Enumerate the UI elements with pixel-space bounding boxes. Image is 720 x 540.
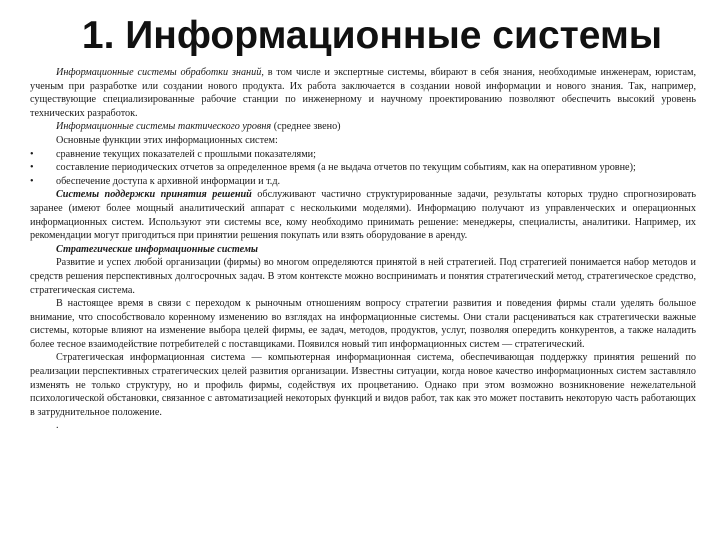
paragraph-strategic-is-definition: Стратегическая информационная система — компьютерная информационная система, обеспечивающая поддержку принятия решений по реализации перспективных стратегических целей развития организации. Известны ситуации, когда новое качество информационных систем заставляло изменять не только структуру, но и профиль фирмы, содействуя их процветанию. Однако при этом возможно возникновение нежелательной психологической обстановки, связанное с автоматизацией некоторых функций и видов работ, так как это может поставить некоторую часть работающих в затруднительное положение. — [30, 352, 696, 418]
paragraph-tactical-systems — [30, 120, 696, 134]
list-item — [30, 161, 696, 175]
paragraph-functions-intro: Основные функции этих информационных систем: — [56, 134, 278, 146]
list-item — [30, 148, 696, 162]
term-knowledge-systems: Информационные системы обработки знаний — [56, 67, 262, 78]
paragraph-text: (среднее звено) — [271, 121, 341, 133]
paragraph-decision-support — [30, 188, 696, 242]
bullet-icon: • — [30, 148, 34, 160]
list-item-text: составление периодических отчетов за определенное время (а не выдача отчетов по текущим событиям, как на оперативном уровне); — [56, 162, 636, 174]
trailing-dot: . — [56, 420, 59, 432]
bullet-icon: • — [30, 162, 34, 174]
list-item-text: сравнение текущих показателей с прошлыми показателями; — [56, 148, 316, 160]
bullet-icon: • — [30, 175, 34, 187]
paragraph-text: обслуживают частично структурированные задачи, результаты которых трудно спрогнозировать заранее (имеют более мощный аналитический аппарат с несколькими моделями). Информацию получают из управленческих и операционных информационных систем. Используют эти системы все, кому необходимо принимать решение: менеджеры, специалисты, аналитики. Например, их рекомендации могут пригодиться при принятии решения покупать или взять оборудование в аренду. — [30, 189, 696, 242]
paragraph-text: , в том числе и экспертные системы, вбирают в себя знания, необходимые инженерам, юристам, ученым при разработке или создании нового продукта. Их работа заключается в создании новой информации и нового знания. Так, например, существующие специализированные рабочие станции по инженерному и научному проектированию позволяют обеспечить высокий уровень технических разработок. — [30, 67, 696, 119]
page-title: 1. Информационные системы — [81, 14, 663, 57]
list-item — [30, 175, 696, 189]
paragraph-strategy-definition: Развитие и успех любой организации (фирмы) во многом определяются принятой в ней стратегией. Под стратегией понимается набор методов и средств решения перспективных долгосрочных задач. В этом контексте можно воспринимать и понятия стратегический метод, стратегическое средство, стратегическая система. — [30, 257, 696, 296]
body-text — [30, 66, 696, 433]
heading-strategic-systems: Стратегические информационные системы — [56, 243, 258, 255]
term-decision-support: Системы поддержки принятия решений — [56, 189, 252, 201]
paragraph-market-transition: В настоящее время в связи с переходом к рыночным отношениям вопросу стратегии развития и поведения фирмы стали уделять большое внимание, что способствовало коренному изменению во взглядах на информационные системы. Они стали расцениваться как стратегически важные системы, которые влияют на изменение выбора целей фирмы, ее задач, методов, продуктов, услуг, позволяя опередить конкурентов, а также наладить более тесное взаимодействие потребителей с поставщиками. Появился новый тип информационных систем — стратегический. — [30, 298, 696, 350]
paragraph-knowledge-systems — [30, 66, 696, 120]
list-item-text: обеспечение доступа к архивной информации и т.д. — [56, 175, 281, 187]
term-tactical-systems: Информационные системы тактического уровня — [56, 121, 272, 133]
